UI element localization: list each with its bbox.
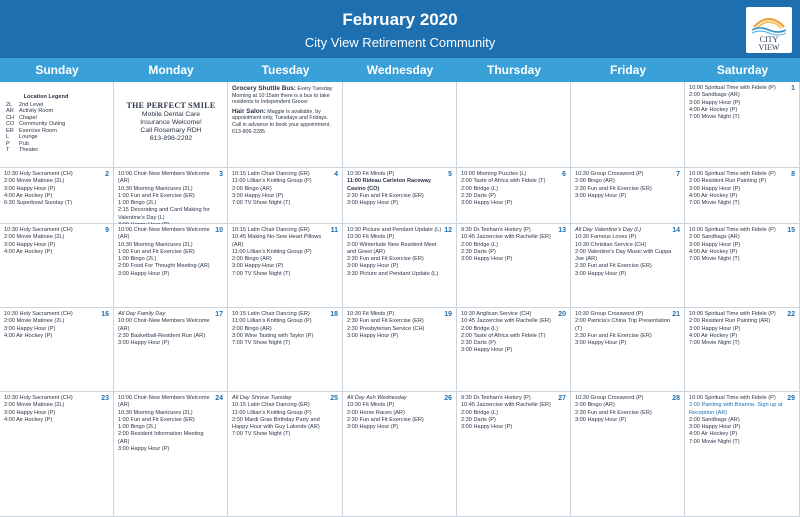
day-header-friday: Friday xyxy=(609,63,646,77)
shuttle-and-salon-info xyxy=(228,82,343,168)
event-item: 4:00 Air Hockey (P) xyxy=(689,431,738,438)
event-item: 2:00 Patricia's China Trip Presentation (T) xyxy=(575,318,670,332)
event-list xyxy=(118,227,215,278)
event-item: 1:00 Bingo (2L) xyxy=(118,256,157,263)
day-number: 4 xyxy=(334,171,338,178)
event-list xyxy=(232,227,330,278)
event-list xyxy=(461,395,558,431)
event-list xyxy=(347,311,444,340)
event-list xyxy=(118,311,215,347)
event-item: 10:30 Famous Loves (P) xyxy=(575,234,637,241)
day-cell-17 xyxy=(114,308,228,392)
event-list xyxy=(347,171,444,207)
event-item: 4:00 Air Hockey (P) xyxy=(689,192,738,199)
event-item: 10:15 Latin Chair Dancing (ER) xyxy=(232,171,310,177)
event-item: All Day Family Day xyxy=(118,311,166,317)
event-list xyxy=(347,227,444,278)
day-number: 1 xyxy=(791,85,795,92)
day-number: 25 xyxy=(330,395,338,402)
day-cell-6 xyxy=(457,168,571,224)
legend-label: Lounge xyxy=(19,134,38,140)
event-item: 10:00 Spiritual Time with Fidele (P) xyxy=(689,85,776,91)
logo-word-view: VIEW xyxy=(758,43,780,52)
event-list xyxy=(689,227,787,263)
day-header-saturday: Saturday xyxy=(716,63,769,77)
event-list xyxy=(689,85,787,121)
event-item: 2:00 Bingo (AR) xyxy=(232,256,272,263)
day-number: 5 xyxy=(448,171,452,178)
event-item: 10:30 Holy Sacrament (CH) xyxy=(4,171,73,177)
event-list xyxy=(4,171,101,207)
event-item: 2:00 Bingo (AR) xyxy=(232,325,272,332)
event-item: 3:00 Happy Hour (P) xyxy=(575,340,627,347)
day-cell-9 xyxy=(0,224,114,308)
event-list xyxy=(4,311,101,340)
event-item: 2:00 Bingo (AR) xyxy=(575,178,615,185)
day-number: 28 xyxy=(672,395,680,402)
day-cell-22 xyxy=(685,308,800,392)
legend-label: 2nd Level xyxy=(19,101,44,108)
day-cell-27 xyxy=(457,392,571,517)
empty-day-cell xyxy=(343,82,457,168)
event-item: 3:00 Happy Hour (P) xyxy=(347,200,399,207)
day-cell-18 xyxy=(228,308,343,392)
event-item: All Day Valentine's Day (L) xyxy=(575,227,642,233)
event-item: 2:00 Movie Matinee (2L) xyxy=(4,234,65,241)
event-item: 3:00 Happy Hour (P) xyxy=(461,256,513,263)
legend-code: P xyxy=(6,140,10,147)
event-item: 3:00 Happy Hour (P) xyxy=(347,332,399,339)
calendar-title: February 2020 xyxy=(342,10,458,29)
legend-block xyxy=(6,94,86,154)
event-item: 2:15 Decorating and Card Making for Valentine's Day (L) xyxy=(118,207,210,221)
day-number: 13 xyxy=(558,227,566,234)
shuttle-text: Every Tuesday Morning at 10:15am there is a bus to take residents to Independent Grocer xyxy=(232,86,333,106)
event-item: 2:00 Sandbags (AR) xyxy=(689,92,740,99)
event-item: 10:30 Group Crossword (P) xyxy=(575,171,644,177)
event-item: 10:30 Fit Minds (P) xyxy=(347,171,395,177)
event-item: 11:00 Lillian's Knitting Group (P) xyxy=(232,318,312,325)
event-list xyxy=(575,311,672,347)
event-item: 10:00 Choir-New Members Welcome (AR) xyxy=(118,227,210,241)
event-item: 7:00 Movie Night (T) xyxy=(689,114,740,121)
event-item: 10:15 Latin Chair Dancing (ER) xyxy=(232,311,310,317)
event-item: 10:30 Morning Manicures (2L) xyxy=(118,185,193,192)
community-name: City View Retirement Community xyxy=(304,35,496,50)
day-header-wednesday: Wednesday xyxy=(366,63,434,77)
event-list xyxy=(689,395,787,446)
day-header-thursday: Thursday xyxy=(486,63,541,77)
event-item: 10:30 Holy Sacrament (CH) xyxy=(4,395,73,401)
event-item: 3:00 Happy Hour (P) xyxy=(575,192,627,199)
event-item: 11:00 Lillian's Knitting Group (P) xyxy=(232,178,312,185)
event-item: 3:00 Happy Hour (P) xyxy=(461,424,513,431)
event-item: 3:00 Happy Hour (P) xyxy=(689,424,741,431)
event-item: 3:00 Happy Hour (P) xyxy=(461,200,513,207)
legend-label: Theater xyxy=(19,147,39,153)
day-number: 19 xyxy=(444,311,452,318)
event-item: 6:30 Superbowl Sunday (T) xyxy=(4,200,73,207)
event-item: 1:00 Bingo (2L) xyxy=(118,200,157,207)
day-cell-16 xyxy=(0,308,114,392)
event-item: 2:00 Bridge (L) xyxy=(461,325,499,332)
event-item: 2:30 Fun and Fit Exercise (ER) xyxy=(575,263,652,270)
event-item: 2:30 Darts (P) xyxy=(461,248,496,255)
legend-item xyxy=(6,147,86,154)
event-list xyxy=(232,311,330,347)
event-item: 3:30 Picture and Pendant Update (L) xyxy=(347,270,439,277)
event-item: 10:30 Group Crossword (P) xyxy=(575,311,644,317)
event-item: 7:00 Movie Night (T) xyxy=(689,256,740,263)
legend-code: CO xyxy=(6,121,15,127)
day-header-tuesday: Tuesday xyxy=(261,63,310,77)
day-header-sunday: Sunday xyxy=(35,63,79,77)
day-number: 12 xyxy=(444,227,452,234)
legend-label: Activity Room xyxy=(19,108,54,114)
event-item: 2:30 Fun and Fit Exercise (ER) xyxy=(347,256,424,263)
day-cell-23 xyxy=(0,392,114,517)
day-number: 8 xyxy=(791,171,795,178)
event-list xyxy=(689,171,787,207)
event-item: 2:00 Bingo (AR) xyxy=(232,185,272,192)
day-number: 27 xyxy=(558,395,566,402)
event-item: 10:15 Latin Chair Dancing (ER) xyxy=(232,227,310,233)
event-item: 10:30 Morning Manicures (2L) xyxy=(118,409,193,416)
event-item: 2:00 Bridge (L) xyxy=(461,409,499,416)
event-item: 4:00 Air Hockey (P) xyxy=(689,332,738,339)
day-number: 22 xyxy=(787,311,795,318)
event-item: 2:00 Movie Matinee (2L) xyxy=(4,402,65,409)
day-number: 2 xyxy=(105,171,109,178)
salon-heading: Hair Salon: xyxy=(232,107,266,115)
event-item: 10:30 Holy Sacrament (CH) xyxy=(4,227,73,233)
day-cell-19 xyxy=(343,308,457,392)
event-item: 2:00 Mardi Gras Birthday Party and Happy Hour with Guy Lalonde (AR) xyxy=(232,416,320,431)
day-number: 6 xyxy=(562,171,566,178)
day-cell-7 xyxy=(571,168,685,224)
event-item: 3:00 Happy Hour (P) xyxy=(347,263,399,270)
day-cell-13 xyxy=(457,224,571,308)
event-item: 2:00 Bridge (L) xyxy=(461,241,499,248)
day-number: 24 xyxy=(215,395,223,402)
event-item: 7:00 TV Show Night (T) xyxy=(232,270,291,277)
dental-ad-heading: THE PERFECT SMILE xyxy=(126,101,216,110)
day-cell-11 xyxy=(228,224,343,308)
dental-ad-line: Call Rosemary RDH xyxy=(140,127,202,134)
event-list xyxy=(461,227,558,263)
day-header-monday: Monday xyxy=(148,63,194,77)
event-item: 10:00 Spiritual Time with Fidele (P) xyxy=(689,311,776,317)
event-list xyxy=(4,395,101,424)
event-item: 10:30 Fit Minds (P) xyxy=(347,311,395,317)
legend-code: L xyxy=(6,134,10,140)
event-item: 10:30 Christian Service (CH) xyxy=(575,241,647,248)
day-number: 17 xyxy=(215,311,223,318)
day-cell-25 xyxy=(228,392,343,517)
event-item: 10:00 Choir-New Members Welcome (AR) xyxy=(118,318,210,332)
day-cell-1 xyxy=(685,82,800,168)
event-item: 10:15 Latin Chair Dancing (ER) xyxy=(232,402,310,409)
empty-day-cell xyxy=(571,82,685,168)
day-cell-4 xyxy=(228,168,343,224)
days-of-week-bar xyxy=(0,58,800,82)
event-item: 2:30 Darts (P) xyxy=(461,416,496,423)
day-number: 20 xyxy=(558,311,566,318)
day-number: 3 xyxy=(219,171,223,178)
event-item: 4:00 Air Hockey (P) xyxy=(4,248,53,255)
legend-code: CH xyxy=(6,114,15,121)
event-item: 2:00 Taste of Africa with Fidele (T) xyxy=(461,178,546,185)
event-item: 10:00 Spiritual Time with Fidele (P) xyxy=(689,171,776,177)
event-item: 2:00 Horse Races (AR) xyxy=(347,409,405,416)
calendar-header xyxy=(0,0,800,58)
sunrise-logo-icon xyxy=(746,9,792,35)
event-item: 7:00 TV Show Night (T) xyxy=(232,431,291,438)
city-view-logo xyxy=(746,7,792,53)
day-cell-29 xyxy=(685,392,800,517)
event-item: 10:45 Making No-Sew Heart Pillows (AR) xyxy=(232,234,322,248)
event-item: 2:30 Basketball-Resident Run (AR) xyxy=(118,332,206,339)
event-item: 7:00 TV Show Night (T) xyxy=(232,200,291,207)
event-item: 10:30 Holy Sacrament (CH) xyxy=(4,311,73,317)
event-item: 2:30 Darts (P) xyxy=(461,192,496,199)
event-item: 3:00 Happy Hour (P) xyxy=(347,424,399,431)
event-item: 3:00 Happy Hour (P) xyxy=(689,241,741,248)
event-item: 3:00 Happy Hour (P) xyxy=(118,270,170,277)
event-item: 10:45 Jazzercise with Rachelle (ER) xyxy=(461,402,551,409)
day-number: 21 xyxy=(672,311,680,318)
event-item: 3:00 Happy Hour (P) xyxy=(575,416,627,423)
calendar-grid xyxy=(0,82,800,517)
event-item: 2:00 Resident Run Painting (P) xyxy=(689,178,767,185)
legend-label: Community Outing xyxy=(19,121,66,127)
event-item: 2:30 Fun and Fit Exercise (ER) xyxy=(575,409,652,416)
event-item: 1:00 Fun and Fit Exercise (ER) xyxy=(118,248,195,255)
event-item: 10:30 Anglican Service (CH) xyxy=(461,311,532,317)
event-item: 2:30 Fun and Fit Exercise (ER) xyxy=(347,416,424,423)
event-item: 10:30 Morning Manicures (2L) xyxy=(118,241,193,248)
empty-day-cell xyxy=(457,82,571,168)
event-item: 2:00 Winterlude New Resident Meet and Greet (AR) xyxy=(347,241,437,255)
event-item: 11:00 Lillian's Knitting Group (P) xyxy=(232,248,312,255)
dental-ad-text xyxy=(114,102,228,143)
event-item: 2:00 Bridge (L) xyxy=(461,185,499,192)
day-cell-28 xyxy=(571,392,685,517)
event-item: 10:30 Fit Minds (P) xyxy=(347,402,395,409)
legend-title: Location Legend xyxy=(23,94,69,100)
event-item: 10:45 Jazzercise with Rachelle (ER) xyxy=(461,318,551,325)
day-cell-2 xyxy=(0,168,114,224)
info-text xyxy=(232,86,338,135)
legend-code: AR xyxy=(6,108,14,114)
event-list xyxy=(575,171,672,200)
event-item: 2:30 Fun and Fit Exercise (ER) xyxy=(575,332,652,339)
event-item: 2:00 Food For Thought Meeting (AR) xyxy=(118,263,210,270)
legend-code: T xyxy=(6,147,10,153)
legend-label: Chapel xyxy=(19,114,37,121)
event-item: 3:00 Happy Hour (P) xyxy=(689,325,741,332)
legend-label: Exercise Room xyxy=(19,127,57,134)
day-cell-10 xyxy=(114,224,228,308)
dental-ad-line: 613-898-2292 xyxy=(149,135,193,142)
event-item: 3:00 Happy Hour (P) xyxy=(118,446,170,453)
event-list xyxy=(347,395,444,431)
event-item: 2:30 Fun and Fit Exercise (ER) xyxy=(347,318,424,325)
event-item: 4:00 Air Hockey (P) xyxy=(4,416,53,423)
event-item: 2:30 Fun and Fit Exercise (ER) xyxy=(575,185,652,192)
shuttle-heading: Grocery Shuttle Bus: xyxy=(232,85,296,92)
event-item: 7:00 Movie Night (T) xyxy=(689,340,740,347)
location-legend xyxy=(0,82,114,168)
event-item: 11:00 Rideau Carleton Raceway Casino (CO) xyxy=(347,178,431,192)
event-item: 10:30 Fit Minds (P) xyxy=(347,234,395,241)
day-cell-26 xyxy=(343,392,457,517)
event-item: 2:30 Fun and Fit Exercise (ER) xyxy=(347,192,424,199)
event-item: 2:00 Resident Information Meeting (AR) xyxy=(118,431,204,445)
event-list xyxy=(689,311,787,347)
event-item: 3:00 Happy Hour (P) xyxy=(4,325,56,332)
event-list xyxy=(232,395,330,439)
day-cell-12 xyxy=(343,224,457,308)
event-item: 3:00 Happy Hour (P) xyxy=(4,409,56,416)
day-number: 23 xyxy=(101,395,109,402)
event-item: 10:30 Picture and Pendant Update (L) xyxy=(347,227,442,233)
dental-care-ad xyxy=(114,82,228,168)
day-number: 9 xyxy=(105,227,109,234)
event-list xyxy=(118,171,215,229)
day-cell-14 xyxy=(571,224,685,308)
event-item: 7:00 Movie Night (T) xyxy=(689,438,740,445)
event-item: 3:00 Happy Hour (P) xyxy=(232,263,284,270)
event-item: 3:00 Happy Hour (P) xyxy=(689,99,741,106)
dental-ad-line: Insurance Welcome! xyxy=(140,119,202,126)
logo-word-city: CITY xyxy=(759,35,779,44)
event-item: 2:30 Darts (P) xyxy=(461,340,496,347)
event-item: 10:00 Morning Puzzles (L) xyxy=(461,171,527,177)
day-cell-15 xyxy=(685,224,800,308)
event-item: 10:00 Choir-New Members Welcome (AR) xyxy=(118,171,210,185)
dental-ad-line: Mobile Dental Care xyxy=(141,111,201,118)
event-item: 10:00 Spiritual Time with Fidele (P) xyxy=(689,227,776,233)
legend-code: 2L xyxy=(6,101,13,108)
event-item: 10:45 Jazzercise with Rachelle (ER) xyxy=(461,234,551,241)
event-list xyxy=(575,227,672,278)
day-number: 26 xyxy=(444,395,452,402)
event-item: 1:00 Fun and Fit Exercise (ER) xyxy=(118,416,195,423)
event-item: 1:00 Bingo (2L) xyxy=(118,424,157,431)
event-item: 11:00 Lillian's Knitting Group (P) xyxy=(232,409,312,416)
day-cell-21 xyxy=(571,308,685,392)
event-item: 2:00 Movie Matinee (2L) xyxy=(4,178,65,185)
event-item: 2:00 Valentine's Day Music with Cuppa Joe (AR) xyxy=(575,248,672,263)
day-number: 16 xyxy=(101,311,109,318)
event-item: All Day Shrove Tuesday xyxy=(232,395,292,401)
day-number: 11 xyxy=(330,227,338,234)
day-number: 7 xyxy=(676,171,680,178)
event-item: 2:30 Presbyterian Service (CH) xyxy=(347,325,425,332)
event-item: 10:00 Spiritual Time with Fidele (P) xyxy=(689,395,776,401)
day-cell-20 xyxy=(457,308,571,392)
day-cell-5 xyxy=(343,168,457,224)
event-item: 10:30 Group Crossword (P) xyxy=(575,395,644,401)
event-item: 2:00 Painting with Brianna- Sign up at Reception (AR) xyxy=(689,402,783,416)
event-item: 3:00 Happy Hour (P) xyxy=(118,340,170,347)
legend-code: ER xyxy=(6,127,14,134)
event-item: 1:00 Fun and Fit Exercise (ER) xyxy=(118,192,195,199)
event-item: 2:00 Resident Run Painting (AR) xyxy=(689,318,771,325)
day-number: 10 xyxy=(215,227,223,234)
event-item: 4:00 Air Hockey (P) xyxy=(4,192,53,199)
day-number: 18 xyxy=(330,311,338,318)
day-number: 15 xyxy=(787,227,795,234)
day-cell-24 xyxy=(114,392,228,517)
event-item: 2:00 Movie Matinee (2L) xyxy=(4,318,65,325)
event-item: 3:00 Happy Hour (P) xyxy=(4,241,56,248)
event-item: 7:00 TV Show Night (T) xyxy=(232,340,291,347)
event-list xyxy=(118,395,215,453)
event-item: 2:00 Bingo (AR) xyxy=(575,402,615,409)
event-list xyxy=(575,395,672,424)
event-item: 3:00 Happy Hour (P) xyxy=(4,185,56,192)
event-item: 3:00 Happy Hour (P) xyxy=(689,185,741,192)
legend-label: Pub xyxy=(19,140,29,147)
event-list xyxy=(232,171,330,207)
event-item: 2:00 Taste of Africa with Fidele (T) xyxy=(461,332,546,339)
event-list xyxy=(4,227,101,256)
event-item: 10:00 Choir-New Members Welcome (AR) xyxy=(118,395,210,409)
event-item: 4:00 Air Hockey (P) xyxy=(689,248,738,255)
event-item: All Day Ash Wednesday xyxy=(347,395,407,401)
event-item: 9:30 Dr.Teehan's History (P) xyxy=(461,395,531,401)
event-item: 4:00 Air Hockey (P) xyxy=(4,332,53,339)
event-item: 4:00 Air Hockey (P) xyxy=(689,106,738,113)
day-cell-8 xyxy=(685,168,800,224)
event-list xyxy=(461,311,558,355)
event-item: 7:00 Movie Night (T) xyxy=(689,200,740,207)
day-cell-3 xyxy=(114,168,228,224)
event-item: 2:00 Sandbags (AR) xyxy=(689,416,740,423)
event-item: 2:00 Sandbags (AR) xyxy=(689,234,740,241)
day-number: 14 xyxy=(672,227,680,234)
salon-text: Maggie is available, by appointment only, Tuesdays and Fridays. Call in advance to book your appointment. 613-806-2285 xyxy=(232,108,331,135)
event-list xyxy=(461,171,558,207)
event-item: 3:00 Happy Hour (P) xyxy=(575,270,627,277)
event-item: 3:00 Wine Tasting with Taylor (P) xyxy=(232,332,314,339)
event-item: 9:30 Dr.Teehan's History (P) xyxy=(461,227,531,233)
event-item: 3:00 Happy Hour (P) xyxy=(461,347,513,354)
day-number: 29 xyxy=(787,395,795,402)
event-item: 3:00 Happy Hour (P) xyxy=(232,192,284,199)
